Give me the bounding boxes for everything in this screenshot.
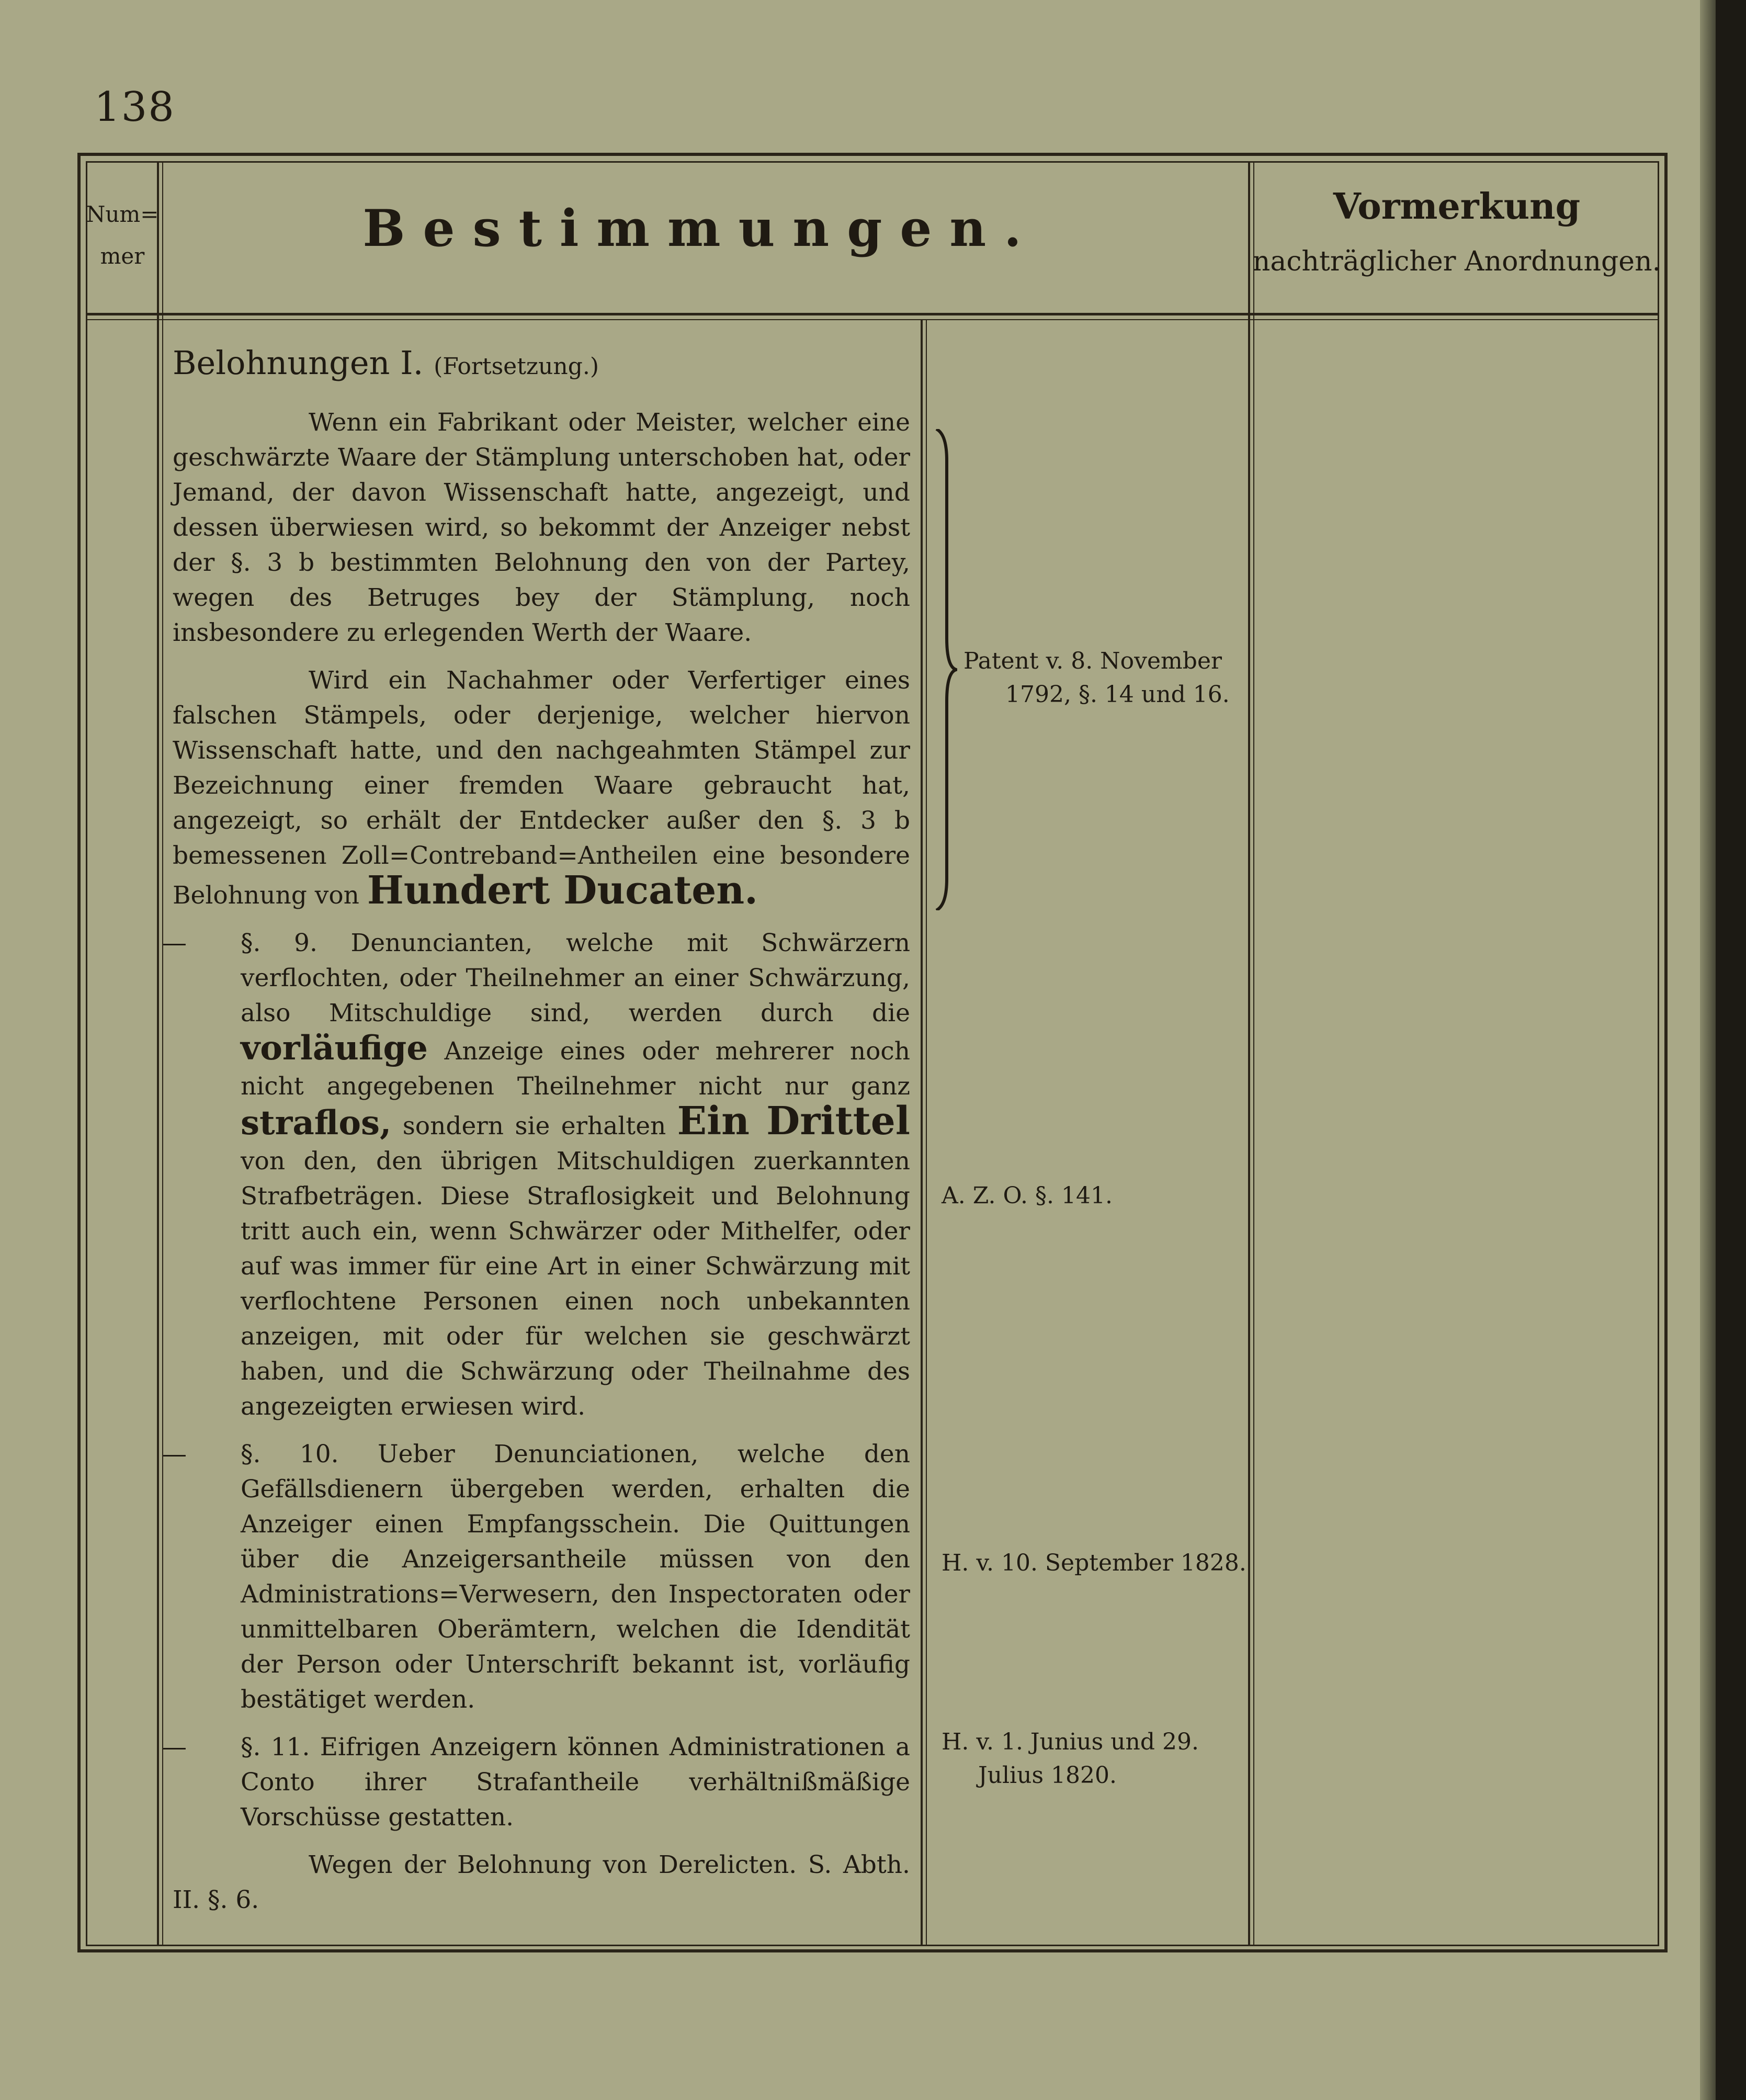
- remarks-header-line2: nachträglicher Anordnungen.: [1252, 246, 1661, 277]
- section-10-text: §. 10. Ueber Denunciationen, welche den Gefällsdienern übergeben werden, erhalten die Anzeiger einen Empfangsschein. Die Quittungen über die Anzeigersantheile müssen von den Administrations=Verwesern, den Inspectoraten oder unmittelbaren Oberämtern, welchen die Idendität der Person oder Unterschrift bekannt ist, vorläufig bestätiget werden.: [241, 1440, 910, 1714]
- number-header-line2: mer: [100, 243, 145, 269]
- reference-column-divider: [921, 320, 923, 1946]
- section-9-text-b: Anzeige eines oder mehrerer noch nicht angegebenen Theilnehmer nicht nur ganz: [241, 1037, 910, 1101]
- remarks-column-divider-inner: [1253, 161, 1254, 1946]
- reference-patent-line2: 1792, §. 14 und 16.: [1005, 681, 1230, 708]
- reference-decree-1828: H. v. 10. September 1828.: [942, 1550, 1246, 1576]
- reference-azo-141: A. Z. O. §. 141.: [942, 1182, 1113, 1209]
- remarks-column-header: [1250, 178, 1663, 288]
- reward-hundred-ducats: Hundert Ducaten.: [367, 868, 758, 913]
- dash-marker: —: [162, 929, 187, 957]
- header-rule-inner: [86, 319, 1659, 320]
- emphasis-provisional: vorläufige: [241, 1029, 428, 1068]
- number-column-divider-inner: [162, 161, 163, 1946]
- section-9-text-a: §. 9. Denuncianten, welche mit Schwärzern verflochten, oder Theilnehmer an einer Schwärzung, also Mitschuldige sind, werden durch die: [241, 929, 910, 1028]
- page-number: 138: [94, 84, 175, 131]
- reference-decree-1820: [942, 1725, 1199, 1792]
- paragraph-section-9: [162, 925, 911, 1424]
- section-heading: [173, 345, 910, 384]
- reference-patent-line1: Patent v. 8. November: [963, 648, 1222, 674]
- paragraph-counterfeit-goods: Wenn ein Fabrikant oder Meister, welcher eine geschwärzte Waare der Stämplung unterschoben hat, oder Jemand, der davon Wissenschaft hatte, angezeigt, und dessen überwiesen wird, so bekommt der Anzeiger nebst der §. 3 b bestimmten Belohnung den von der Partey, wegen des Betruges bey der Stämplung, noch insbesondere zu erlegenden Werth der Waare.: [173, 408, 910, 647]
- paragraph-false-stamp-text: Wird ein Nachahmer oder Verfertiger eines falschen Stämpels, oder derjenige, welcher hiervon Wissenschaft hatte, und den nachgeahmten Stämpel zur Bezeichnung einer fremden Waare gebraucht hat, angezeigt, so erhält der Entdecker außer den §. 3 b bemessenen Zoll=Contreband=Antheilen eine besondere Belohnung von: [173, 666, 910, 910]
- reference-column-divider-inner: [926, 320, 927, 1946]
- emphasis-unpunished: straflos,: [241, 1103, 392, 1143]
- regulations-column-header: Bestimmungen.: [362, 199, 1039, 258]
- reference-1820-line2: Julius 1820.: [978, 1762, 1117, 1789]
- section-subtitle: (Fortsetzung.): [434, 353, 599, 380]
- section-9-text-d: von den, den übrigen Mitschuldigen zuerkannten Strafbeträgen. Diese Straflosigkeit und Belohnung tritt auch ein, wenn Schwärzer oder Mithelfer, oder auf was immer für eine Art in einer Schwärzung mit verflochtene Personen einen noch unbekannten anzeigen, mit oder für welchen sie geschwärzt haben, und die Schwärzung oder Theilnahme des angezeigten erwiesen wird.: [241, 1147, 910, 1421]
- curly-brace-icon: [931, 429, 957, 910]
- header-rule: [86, 313, 1659, 315]
- section-title: Belohnungen I.: [173, 344, 424, 382]
- emphasis-one-third: Ein Drittel: [677, 1099, 911, 1144]
- page-edge-shadow: [1700, 0, 1716, 2100]
- number-column-divider: [157, 161, 159, 1946]
- section-11-text: §. 11. Eifrigen Anzeigern können Administrationen a Conto ihrer Strafantheile verhältnißmäßige Vorschüsse gestatten.: [241, 1733, 910, 1832]
- regulations-text-column: [162, 344, 911, 1930]
- paragraph-false-stamp: [173, 663, 910, 913]
- paragraph-section-11: [162, 1730, 910, 1835]
- paragraph-derelicts: Wegen der Belohnung von Derelicten. S. Abth. II. §. 6.: [173, 1850, 910, 1914]
- paragraph-section-10: [162, 1437, 910, 1717]
- reference-1820-line1: H. v. 1. Junius und 29.: [942, 1729, 1199, 1755]
- dash-marker: —: [162, 1440, 187, 1469]
- section-9-text-c: sondern sie erhalten: [402, 1112, 666, 1141]
- number-column-header: [86, 194, 159, 277]
- remarks-column-divider: [1248, 161, 1250, 1946]
- dash-marker: —: [162, 1733, 187, 1762]
- remarks-header-line1: Vormerkung: [1333, 186, 1581, 228]
- reference-patent-1792: [963, 645, 1230, 712]
- number-header-line1: Num=: [86, 201, 159, 227]
